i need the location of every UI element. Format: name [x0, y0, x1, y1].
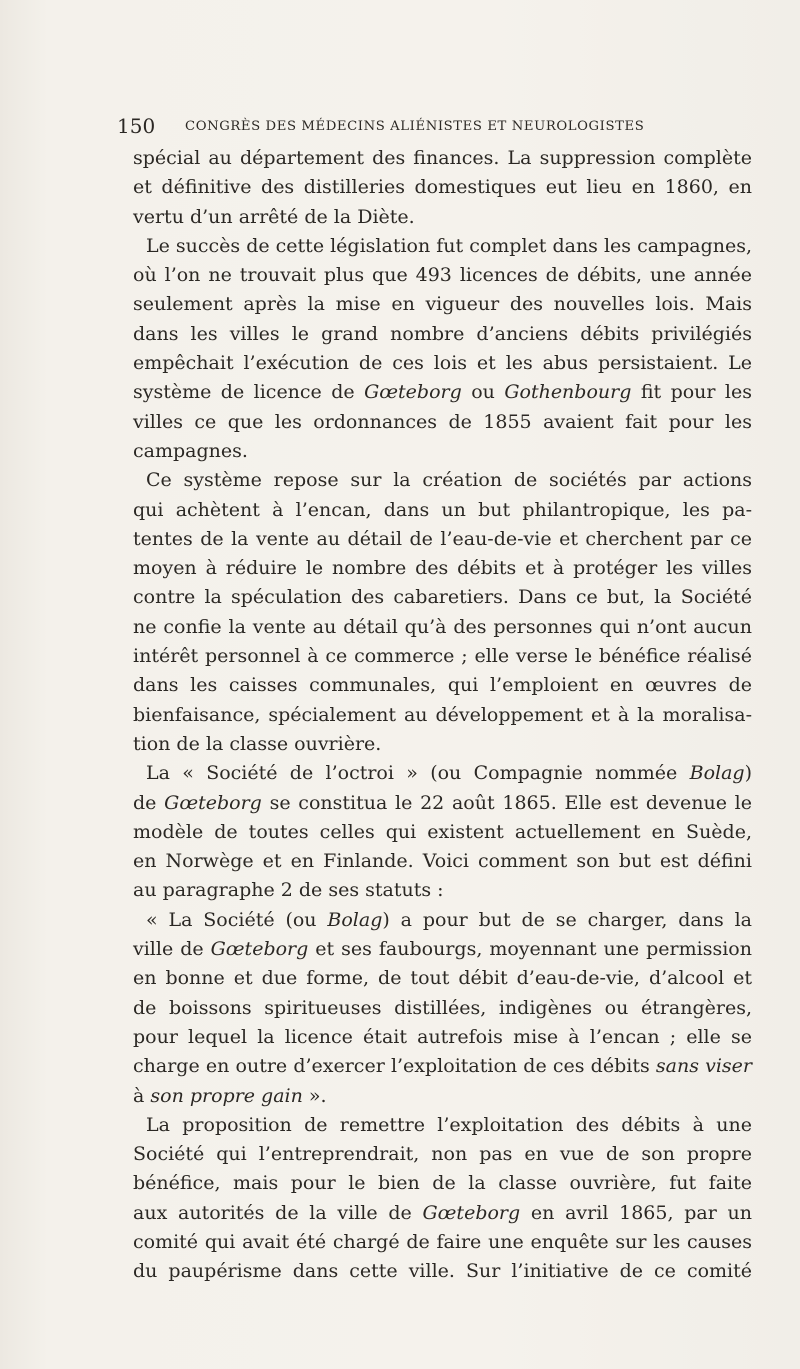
text-line: Société qui l’entreprendrait, non pas en vue de son propre	[133, 1143, 752, 1166]
text-line: spécial au département des finances. La suppression complète	[133, 147, 752, 169]
text-line: à son propre gain ».	[133, 1084, 327, 1107]
text-line: pour lequel la licence était autrefois mise à l’encan ; elle se	[133, 1025, 752, 1048]
text-line: du paupérisme dans cette ville. Sur l’initiative de ce comité	[133, 1260, 752, 1283]
text-line: et définitive des distilleries domestiques eut lieu en 1860, en	[133, 176, 752, 199]
running-head: CONGRÈS DES MÉDECINS ALIÉNISTES ET NEUROLOGISTES	[185, 119, 645, 134]
italic-phrase: son propre gain	[150, 1084, 303, 1107]
text-line: où l’on ne trouvait plus que 493 licences de débits, une année	[133, 264, 752, 287]
text-line: de Gœteborg se constitua le 22 août 1865. Elle est devenue le	[133, 791, 752, 814]
italic-phrase: Bolag	[327, 908, 383, 931]
text-line: système de licence de Gœteborg ou Gothenbourg fit pour les	[133, 381, 752, 404]
text-line: « La Société (ou Bolag) a pour but de se charger, dans la	[146, 908, 752, 931]
text-line: qui achètent à l’encan, dans un but philantropique, les pa-	[133, 498, 752, 521]
text-line: ville de Gœteborg et ses faubourgs, moyennant une permission	[133, 938, 752, 961]
text-line: bénéfice, mais pour le bien de la classe ouvrière, fut faite	[133, 1172, 752, 1195]
text-line: moyen à réduire le nombre des débits et à protéger les villes	[133, 557, 752, 580]
text-line: en bonne et due forme, de tout débit d’eau-de-vie, d’alcool et	[133, 967, 752, 990]
text-line: bienfaisance, spécialement au développement et à la moralisa-	[133, 703, 752, 726]
text-line: au paragraphe 2 de ses statuts :	[133, 879, 444, 902]
italic-phrase: Gœteborg	[364, 381, 462, 404]
text-line: La « Société de l’octroi » (ou Compagnie nommée Bolag)	[146, 762, 752, 785]
text-line: dans les caisses communales, qui l’emploient en œuvres de	[133, 674, 752, 697]
text-line: charge en outre d’exercer l’exploitation de ces débits sans viser	[133, 1055, 752, 1078]
text-line: Ce système repose sur la création de sociétés par actions	[146, 469, 752, 492]
italic-phrase: Gœteborg	[422, 1201, 521, 1224]
text-line: tentes de la vente au détail de l’eau-de-vie et cherchent par ce	[133, 527, 752, 550]
text-line: de boissons spiritueuses distillées, indigènes ou étrangères,	[133, 996, 752, 1019]
text-line: intérêt personnel à ce commerce ; elle verse le bénéfice réalisé	[133, 645, 752, 668]
text-line: campagnes.	[133, 439, 248, 462]
italic-phrase: Gothenbourg	[504, 381, 632, 404]
italic-phrase: Bolag	[689, 762, 745, 785]
text-line: vertu d’un arrêté de la Diète.	[133, 205, 415, 228]
italic-phrase: Gœteborg	[164, 791, 262, 814]
text-line: tion de la classe ouvrière.	[133, 732, 382, 755]
text-line: modèle de toutes celles qui existent actuellement en Suède,	[133, 820, 752, 843]
page-header	[117, 114, 677, 140]
text-line: dans les villes le grand nombre d’anciens débits privilégiés	[133, 322, 752, 345]
text-line: seulement après la mise en vigueur des nouvelles lois. Mais	[133, 293, 752, 316]
body-text	[133, 144, 752, 1287]
italic-phrase: sans viser	[655, 1055, 752, 1078]
text-line: en Norwège et en Finlande. Voici comment son but est défini	[133, 850, 752, 873]
text-line: Le succès de cette législation fut complet dans les campagnes,	[146, 234, 752, 257]
text-line: comité qui avait été chargé de faire une enquête sur les causes	[133, 1230, 752, 1253]
text-line: contre la spéculation des cabaretiers. Dans ce but, la Société	[133, 586, 752, 609]
italic-phrase: Gœteborg	[210, 938, 309, 961]
text-line: La proposition de remettre l’exploitation des débits à une	[146, 1113, 752, 1136]
page-number: 150	[117, 114, 156, 138]
text-line: ne confie la vente au détail qu’à des personnes qui n’ont aucun	[133, 615, 752, 638]
text-line: empêchait l’exécution de ces lois et les abus persistaient. Le	[133, 352, 752, 375]
text-line: villes ce que les ordonnances de 1855 avaient fait pour les	[133, 410, 752, 433]
text-line: aux autorités de la ville de Gœteborg en avril 1865, par un	[133, 1201, 752, 1224]
